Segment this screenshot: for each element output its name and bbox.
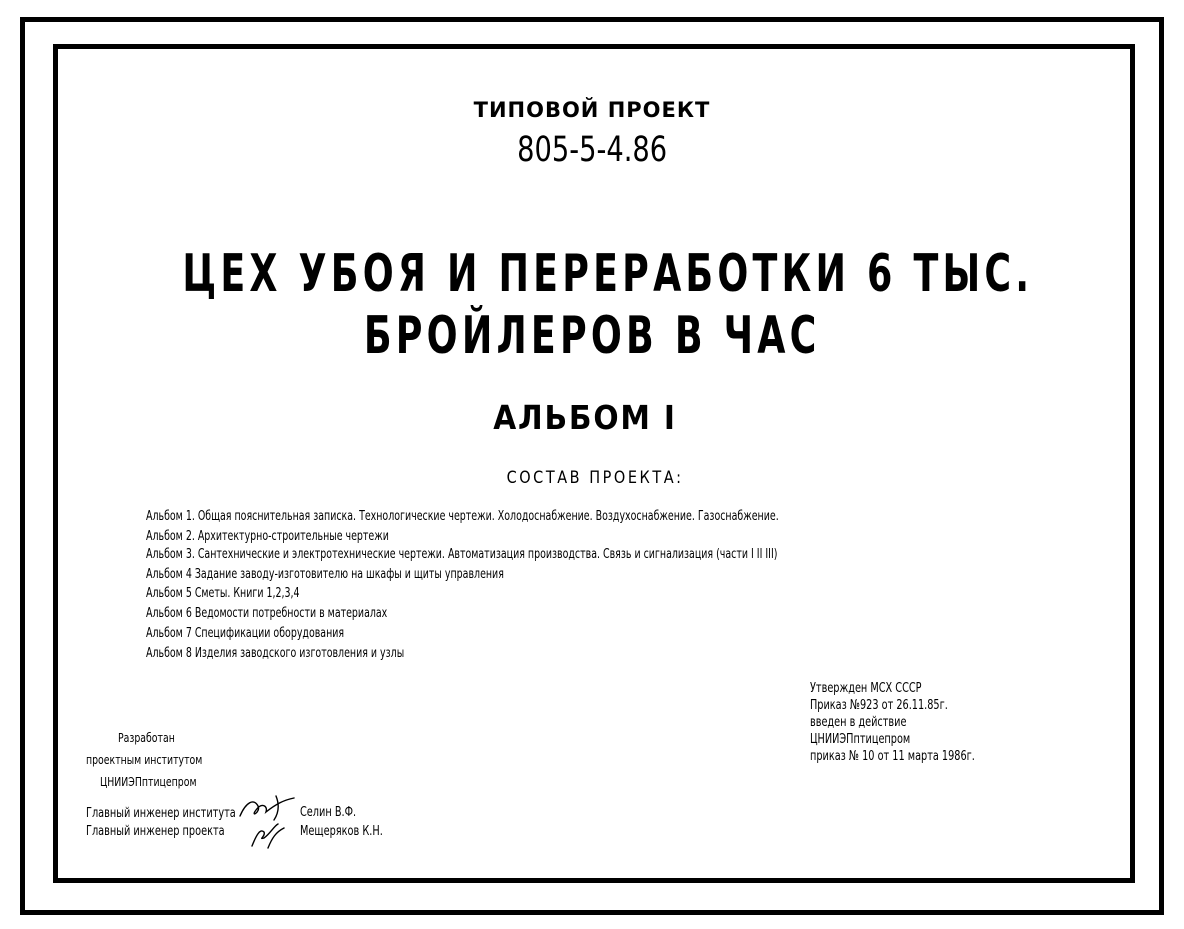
album-list-item-text: Альбом 6 Ведомости потребности в материалах	[146, 605, 388, 621]
developer-line-3	[100, 775, 224, 789]
project-number	[0, 130, 1184, 170]
chief-engineer-project-name	[300, 824, 410, 839]
album-title-text: АЛЬБОМ I	[493, 398, 677, 437]
approval-text: Приказ №923 от 26.11.85г.	[810, 697, 948, 713]
developer-text: Разработан	[118, 731, 175, 745]
title-line-1	[0, 244, 1184, 304]
signature-name-text: Селин В.Ф.	[300, 805, 357, 820]
album-list-item-text: Альбом 2. Архитектурно-строительные чертежи	[146, 528, 389, 544]
title-line-1-text: ЦЕХ УБОЯ И ПЕРЕРАБОТКИ 6 ТЫС.	[182, 244, 1034, 304]
approval-text: Утвержден МСХ СССР	[810, 680, 922, 696]
approval-line-4	[810, 731, 949, 747]
title-line-2	[0, 306, 1184, 366]
project-number-text: 805-5-4.86	[517, 130, 667, 170]
signature-role-text: Главный инженер института	[86, 806, 236, 821]
developer-line-1	[118, 731, 191, 745]
developer-line-2	[86, 753, 235, 767]
approval-text: введен в действие	[810, 714, 907, 730]
approval-line-1	[810, 680, 965, 696]
album-list-item-5	[146, 585, 365, 601]
album-list-item-3	[146, 546, 1048, 562]
title-line-2-text: БРОЙЛЕРОВ В ЧАС	[363, 306, 821, 366]
developer-text: ЦНИИЭПптицепром	[100, 775, 197, 789]
series-label	[0, 98, 1184, 122]
approval-text: ЦНИИЭПптицепром	[810, 731, 911, 747]
album-title	[0, 398, 1170, 437]
developer-text: проектным институтом	[86, 753, 203, 767]
approval-text: приказ № 10 от 11 марта 1986г.	[810, 748, 975, 764]
album-list-item-4	[146, 566, 657, 582]
album-list-item-1	[146, 508, 1050, 524]
approval-line-3	[810, 714, 944, 730]
album-list-item-text: Альбом 1. Общая пояснительная записка. Технологические чертежи. Холодоснабжение. Воздухоснабжение. Газоснабжение.	[146, 508, 779, 524]
album-list-item-2	[146, 528, 493, 544]
album-list-item-text: Альбом 5 Сметы. Книги 1,2,3,4	[146, 585, 300, 601]
approval-line-5	[810, 748, 1039, 764]
album-list-item-8	[146, 645, 515, 661]
chief-engineer-project-role	[86, 824, 271, 839]
chief-engineer-institute-name	[300, 805, 375, 820]
album-list-item-6	[146, 605, 491, 621]
composition-heading-text: СОСТАВ ПРОЕКТА:	[506, 468, 684, 488]
album-list-item-7	[146, 625, 429, 641]
signature-meshcheryakov	[246, 818, 290, 850]
series-label-text: ТИПОВОЙ ПРОЕКТ	[473, 98, 711, 122]
approval-line-2	[810, 697, 1001, 713]
album-list-item-text: Альбом 8 Изделия заводского изготовления и узлы	[146, 645, 405, 661]
album-list-item-text: Альбом 7 Спецификации оборудования	[146, 625, 345, 641]
album-list-item-text: Альбом 4 Задание заводу-изготовителю на шкафы и щиты управления	[146, 566, 504, 582]
signature-name-text: Мещеряков К.Н.	[300, 824, 383, 839]
album-list-item-text: Альбом 3. Сантехнические и электротехнические чертежи. Автоматизация производства. Связь и сигнализация (части I II III)	[146, 546, 778, 562]
signature-role-text: Главный инженер проекта	[86, 824, 225, 839]
composition-heading	[0, 468, 1184, 488]
